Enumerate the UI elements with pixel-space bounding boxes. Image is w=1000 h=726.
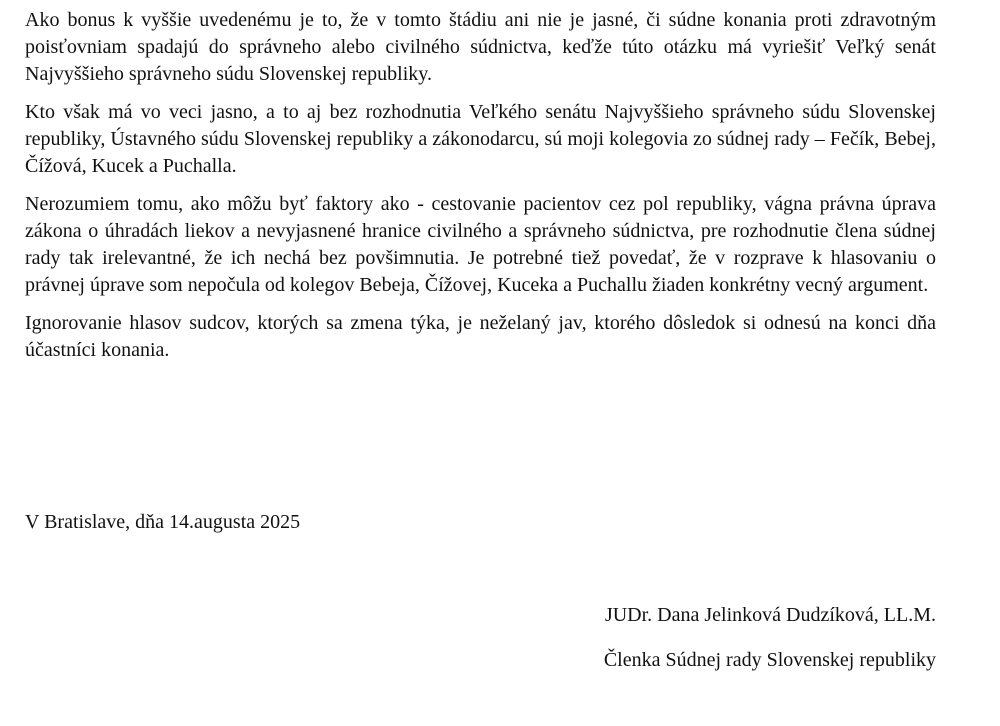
document-body xyxy=(25,7,936,375)
place-and-date: V Bratislave, dňa 14.augusta 2025 xyxy=(25,511,301,533)
signature-title: Členka Súdnej rady Slovenskej republiky xyxy=(603,649,936,671)
paragraph-2: Kto však má vo veci jasno, a to aj bez rozhodnutia Veľkého senátu Najvyššieho správneho súdu Slovenskej republiky, Ústavného súdu Slovenskej republiky a zákonodarcu, sú moji kolegovia zo súdnej rady – Fečík, Bebej, Čížová, Kucek a Puchalla. xyxy=(25,101,936,177)
paragraph-3: Nerozumiem tomu, ako môžu byť faktory ako - cestovanie pacientov cez pol republiky, vágna právna úprava zákona o úhradách liekov a nevyjasnené hranice civilného a správneho súdnictva, pre rozhodnutie člena súdnej rady tak irelevantné, že ich nechá bez povšimnutia. Je potrebné tiež povedať, že v rozprave k hlasovaniu o právnej úprave som nepočula od kolegov Bebeja, Čížovej, Kuceka a Puchallu žiaden konkrétny vecný argument. xyxy=(25,193,936,296)
paragraph-4: Ignorovanie hlasov sudcov, ktorých sa zmena týka, je neželaný jav, ktorého dôsledok si odnesú na konci dňa účastníci konania. xyxy=(25,312,936,361)
signature-name: JUDr. Dana Jelinková Dudzíková, LL.M. xyxy=(604,604,936,626)
paragraph-1: Ako bonus k vyššie uvedenému je to, že v tomto štádiu ani nie je jasné, či súdne konania proti zdravotným poisťovniam spadajú do správneho alebo civilného súdnictva, keďže túto otázku má vyriešiť Veľký senát Najvyššieho správneho súdu Slovenskej republiky. xyxy=(25,9,936,85)
